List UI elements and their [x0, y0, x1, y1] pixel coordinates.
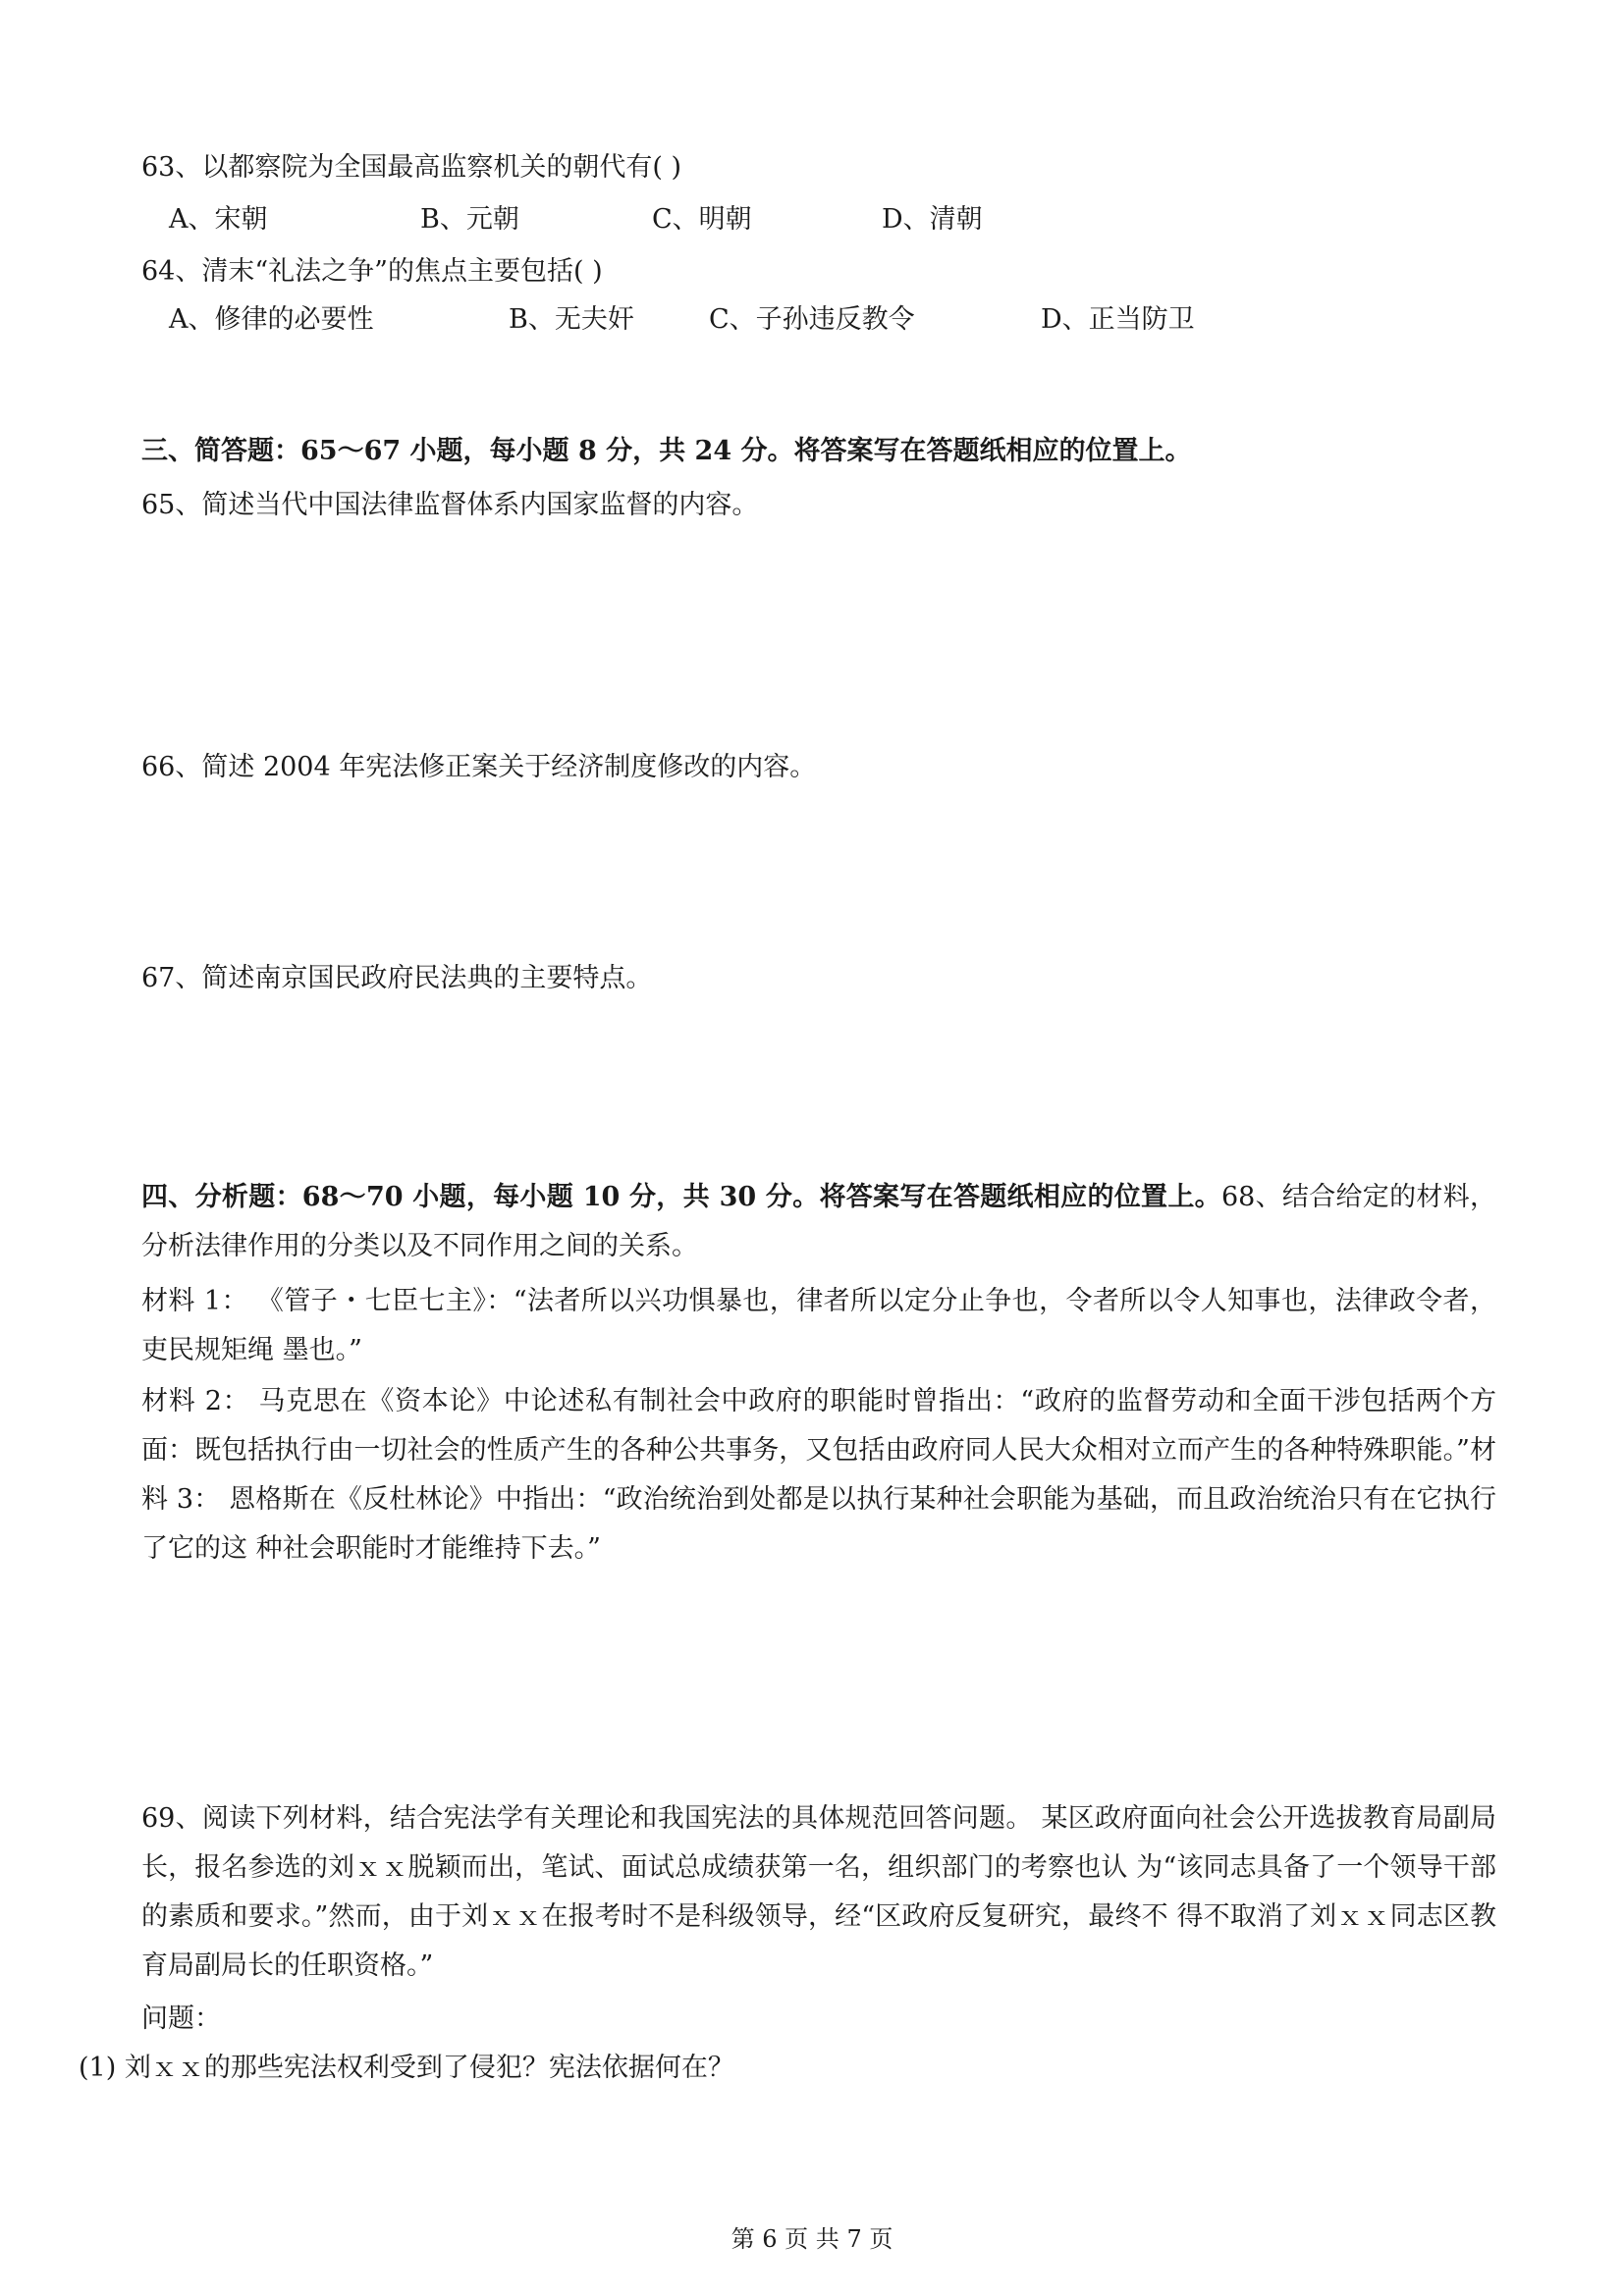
question-63-option-c: C、明朝	[652, 204, 752, 235]
question-65: 65、简述当代中国法律监督体系内国家监督的内容。	[141, 490, 759, 520]
question-64-option-c: C、子孙违反教令	[709, 304, 915, 335]
question-63-option-b: B、元朝	[420, 204, 519, 235]
question-69-text: 69、阅读下列材料，结合宪法学有关理论和我国宪法的具体规范回答问题。 某区政府面向社会公开选拔教育局副局长，报名参选的刘ｘｘ脱颖而出，笔试、面试总成绩获第一名，组织部门的考察也认 为“该同志具备了一个领导干部的素质和要求。”然而，由于刘ｘｘ在报考时不是科级领导，经“区政府反复研究，最终不 得不取消了刘ｘｘ同志区教育局副局长的任职资格。”	[141, 1803, 1496, 1981]
question-69-sub-1: (1) 刘ｘｘ的那些宪法权利受到了侵犯？宪法依据何在？	[79, 2053, 734, 2083]
question-63-stem: 63、以都察院为全国最高监察机关的朝代有( )	[141, 152, 682, 183]
question-64-stem: 64、清末“礼法之争”的焦点主要包括( )	[141, 256, 603, 287]
question-64-option-a: A、修律的必要性	[169, 304, 374, 335]
question-63-option-a: A、宋朝	[169, 204, 268, 235]
question-63-option-d: D、清朝	[882, 204, 983, 235]
page-footer: 第 6 页 共 7 页	[731, 2225, 893, 2253]
question-64-option-b: B、无夫奸	[509, 304, 634, 335]
question-64-option-d: D、正当防卫	[1041, 304, 1195, 335]
section-4-heading: 四、分析题：68～70 小题，每小题 10 分，共 30 分。将答案写在答题纸相应的位置上。	[141, 1182, 1221, 1212]
question-66: 66、简述 2004 年宪法修正案关于经济制度修改的内容。	[141, 752, 817, 782]
section-4-block	[141, 1173, 1496, 1271]
material-2-3: 材料 2： 马克思在《资本论》中论述私有制社会中政府的职能时曾指出：“政府的监督劳动和全面干涉包括两个方面：既包括执行由一切社会的性质产生的各种公共事务，又包括由政府同人民大众相对立而产生的各种特殊职能。”材料 3： 恩格斯在《反杜林论》中指出：“政治统治到处都是以执行某种社会职能为基础，而且政治统治只有在它执行了它的这 种社会职能时才能维持下去。”	[141, 1386, 1496, 1564]
question-67: 67、简述南京国民政府民法典的主要特点。	[141, 963, 653, 993]
material-1: 材料 1： 《管子・七臣七主》：“法者所以兴功惧暴也，律者所以定分止争也，令者所以令人知事也，法律政令者，吏民规矩绳 墨也。”	[141, 1286, 1496, 1365]
section-3-heading: 三、简答题：65～67 小题，每小题 8 分，共 24 分。将答案写在答题纸相应的位置上。	[141, 436, 1192, 466]
question-68-stem: 68、结合给定的材料，分析法律作用的分类以及不同作用之间的关系。	[141, 1182, 1496, 1261]
question-69-label: 问题：	[141, 2003, 221, 2034]
